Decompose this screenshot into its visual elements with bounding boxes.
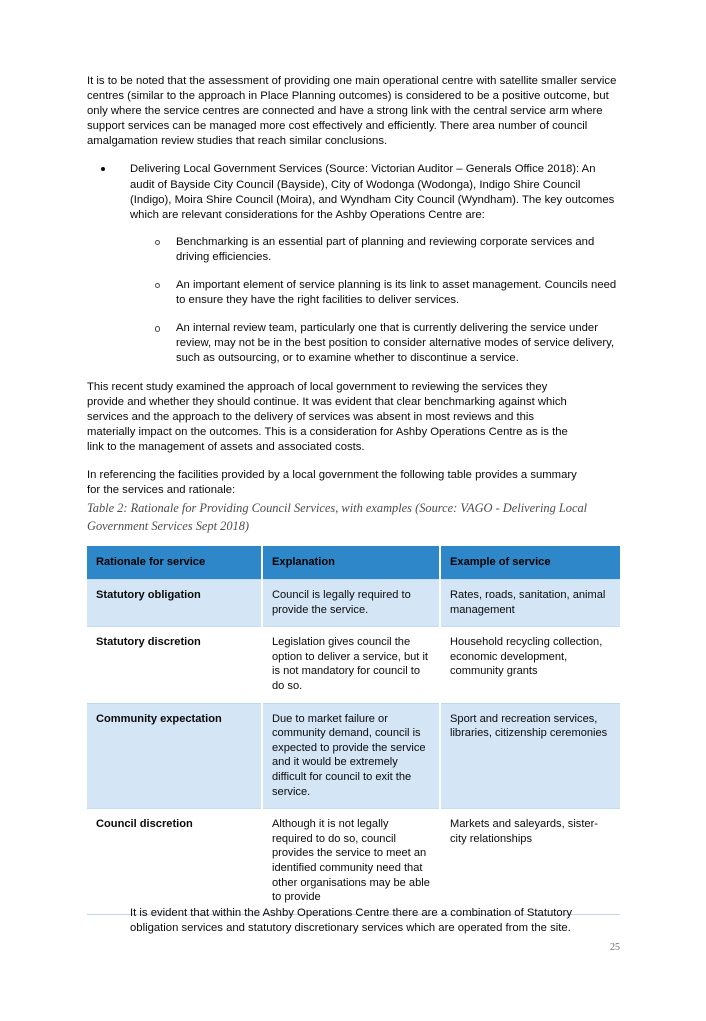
secondary-bullet-list (130, 235, 621, 367)
cell-rationale: Community expectation (87, 703, 262, 809)
bullet-circle-icon (155, 283, 160, 288)
table-row (87, 703, 620, 809)
list-item (130, 235, 621, 265)
rationale-table (87, 546, 620, 915)
cell-rationale: Council discretion (87, 809, 262, 915)
primary-bullet-list (87, 162, 621, 366)
cell-explanation: Due to market failure or community demand, council is expected to provide the service and it would be extremely difficult for council to exit the service. (262, 703, 440, 809)
page-number: 25 (610, 942, 620, 953)
cell-example: Household recycling collection, economic development, community grants (440, 627, 620, 703)
cell-explanation: Although it is not legally required to do so, council provides the service to meet an identified community need that other organisations may be able to provide (262, 809, 440, 915)
cell-example: Markets and saleyards, sister-city relationships (440, 809, 620, 915)
list-item (130, 321, 621, 366)
sub-bullet-text: Benchmarking is an essential part of planning and reviewing corporate services and driving efficiencies. (176, 235, 595, 263)
cell-explanation: Legislation gives council the option to deliver a service, but it is not mandatory for council to do so. (262, 627, 440, 703)
table-header (87, 546, 620, 580)
cell-example: Sport and recreation services, libraries, citizenship ceremonies (440, 703, 620, 809)
intro-paragraph: It is to be noted that the assessment of providing one main operational centre with satellite smaller service centres (similar to the approach in Place Planning outcomes) is considered to be a positive outcome, but only where the service centres are connected and have a strong link with the central service arm where support services can be managed more cost effectively and efficiently. There area number of council amalgamation review studies that reach similar conclusions. (87, 75, 617, 148)
cell-explanation: Council is legally required to provide the service. (262, 580, 440, 627)
paragraph-after-bullets: This recent study examined the approach of local government to reviewing the services they provide and whether they should continue. It was evident that clear benchmarking against which services and the approach to the delivery of services was absent in most reviews and this materially impact on the outcomes. This is a consideration for Ashby Operations Centre as is the link to the management of assets and associated costs. (87, 380, 568, 453)
sub-bullet-text: An important element of service planning is its link to asset management. Councils need to ensure they have the right facilities to deliver services. (176, 279, 617, 307)
list-item (87, 162, 621, 366)
cell-rationale: Statutory discretion (87, 627, 262, 703)
closing-paragraph: It is evident that within the Ashby Operations Centre there are a combination of Statutory obligation services and statutory discretionary services which are operated from the site. (130, 907, 573, 935)
table-caption: Table 2: Rationale for Providing Council Services, with examples (Source: VAGO - Delivering Local Government Services Sept 2018) (87, 501, 588, 533)
bullet-circle-icon (155, 326, 160, 331)
sub-bullet-text: An internal review team, particularly one that is currently delivering the service under review, may not be in the best position to consider alternative modes of service delivery, such as outsourcing, or to examine whether to discontinue a service. (176, 322, 615, 365)
list-item (130, 278, 621, 308)
document-body (87, 74, 621, 511)
table-row (87, 580, 620, 627)
column-header-example: Example of service (440, 546, 620, 580)
table-row (87, 627, 620, 703)
bullet-text: Delivering Local Government Services (Source: Victorian Auditor – Generals Office 2018): An audit of Bayside City Council (Bayside), City of Wodonga (Wodonga), Indigo Shire Council (Indigo), Moira Shire Council (Moira), and Wyndham City Council (Wyndham). The key outcomes which are relevant considerations for the Ashby Operations Centre are: (130, 163, 615, 221)
bullet-disc-icon (101, 167, 105, 171)
column-header-explanation: Explanation (262, 546, 440, 580)
table-body (87, 580, 620, 915)
table-row (87, 809, 620, 915)
table-header-row (87, 546, 620, 580)
column-header-rationale: Rationale for service (87, 546, 262, 580)
paragraph-before-table: In referencing the facilities provided by a local government the following table provides a summary for the services and rationale: (87, 468, 577, 497)
rationale-table-wrapper (87, 546, 620, 915)
cell-example: Rates, roads, sanitation, animal management (440, 580, 620, 627)
bullet-circle-icon (155, 240, 160, 245)
cell-rationale: Statutory obligation (87, 580, 262, 627)
